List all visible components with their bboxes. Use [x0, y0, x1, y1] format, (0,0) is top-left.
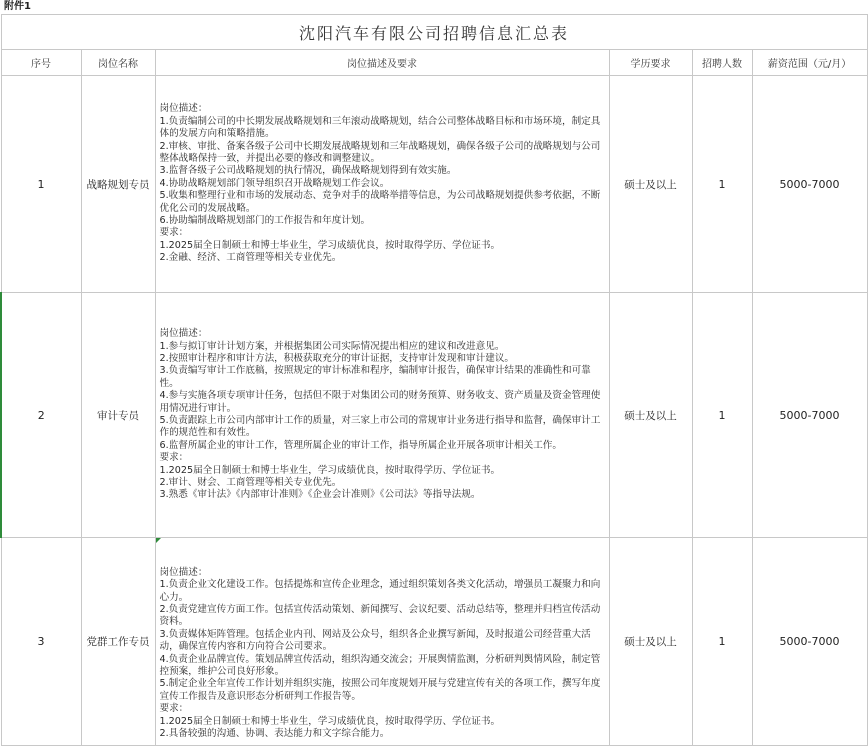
header-headcount[interactable]: 招聘人数	[692, 50, 752, 76]
table-row	[1, 293, 867, 538]
header-position[interactable]: 岗位名称	[81, 50, 155, 76]
header-description[interactable]: 岗位描述及要求	[155, 50, 609, 76]
row-index[interactable]: 1	[1, 76, 81, 293]
row-index[interactable]: 3	[1, 538, 81, 746]
row-description[interactable]: 岗位描述： 1.负责编制公司的中长期发展战略规划和三年滚动战略规划，结合公司整体战略目标和市场环境，制定具体的发展方向和策略措施。 2.审核、审批、备案各级子公司中长期发展战略规划和三年战略规划，确保各级子公司的战略规划与公司整体战略保持一致，并提出必要的修改和调整建议。 3.监督各级子公司战略规划的执行情况，确保战略规划得到有效实施。 4.协助战略规划部门领导组织召开战略规划工作会议。 5.收集和整理行业和市场的发展动态、竞争对手的战略举措等信息，为公司战略规划提供参考依据，不断优化公司的发展战略。 6.协助编制战略规划部门的工作报告和年度计划。 要求： 1.2025届全日制硕士和博士毕业生，学习成绩优良，按时取得学历、学位证书。 2.金融、经济、工商管理等相关专业优先。	[155, 76, 609, 293]
header-salary[interactable]: 薪资范围（元/月）	[752, 50, 867, 76]
row-education[interactable]: 硕士及以上	[609, 538, 692, 746]
header-row	[1, 50, 867, 76]
table-row	[1, 76, 867, 293]
header-index[interactable]: 序号	[1, 50, 81, 76]
row-salary[interactable]: 5000-7000	[752, 293, 867, 538]
table-title[interactable]: 沈阳汽车有限公司招聘信息汇总表	[1, 15, 867, 50]
row-index[interactable]: 2	[1, 293, 81, 538]
table-row	[1, 538, 867, 746]
row-position[interactable]: 党群工作专员	[81, 538, 155, 746]
row-headcount[interactable]: 1	[692, 538, 752, 746]
row-position[interactable]: 审计专员	[81, 293, 155, 538]
row-salary[interactable]: 5000-7000	[752, 538, 867, 746]
comment-marker	[156, 538, 161, 543]
row-description[interactable]	[155, 538, 609, 746]
row-salary[interactable]: 5000-7000	[752, 76, 867, 293]
row-headcount[interactable]: 1	[692, 76, 752, 293]
header-education[interactable]: 学历要求	[609, 50, 692, 76]
recruitment-table	[0, 14, 868, 746]
row-description-text: 岗位描述： 1.负责企业文化建设工作。包括提炼和宣传企业理念，通过组织策划各类文化活动，增强员工凝聚力和向心力。 2.负责党建宣传方面工作。包括宣传活动策划、新闻撰写、会议纪要、活动总结等，整理并归档宣传活动资料。 3.负责媒体矩阵管理。包括企业内刊、网站及公众号，组织各企业撰写新闻，及时报道公司经营重大活动，确保宣传内容和方向符合公司要求。 4.负责企业品牌宣传。策划品牌宣传活动，组织沟通交流会；开展舆情监测，分析研判舆情风险，制定管控预案，维护公司良好形象。 5.制定企业全年宣传工作计划并组织实施，按照公司年度规划开展与党建宣传有关的各项工作，撰写年度宣传工作报告及意识形态分析研判工作报告等。 要求： 1.2025届全日制硕士和博士毕业生，学习成绩优良，按时取得学历、学位证书。 2.具备较强的沟通、协调、表达能力和文字综合能力。	[159, 566, 601, 740]
attachment-label: 附件1	[4, 1, 31, 12]
row-education[interactable]: 硕士及以上	[609, 76, 692, 293]
row-position[interactable]: 战略规划专员	[81, 76, 155, 293]
row-description[interactable]: 岗位描述： 1.参与拟订审计计划方案，并根据集团公司实际情况提出相应的建议和改进意见。 2.按照审计程序和审计方法，积极获取充分的审计证据，支持审计发现和审计建议。 3.负责编写审计工作底稿，按照规定的审计标准和程序，编制审计报告，确保审计结果的准确性和可靠性。 4.参与实施各项专项审计任务，包括但不限于对集团公司的财务预算、财务收支、资产质量及资金管理使用情况进行审计。 5.负责跟踪上市公司内部审计工作的质量，对三家上市公司的常规审计业务进行指导和监督，确保审计工作的规范性和有效性。 6.监督所属企业的审计工作，管理所属企业的审计工作，指导所属企业开展各项审计相关工作。 要求： 1.2025届全日制硕士和博士毕业生，学习成绩优良，按时取得学历、学位证书。 2.审计、财会、工商管理等相关专业优先。 3.熟悉《审计法》《内部审计准则》《企业会计准则》《公司法》等指导法规。	[155, 293, 609, 538]
row-headcount[interactable]: 1	[692, 293, 752, 538]
row-education[interactable]: 硕士及以上	[609, 293, 692, 538]
